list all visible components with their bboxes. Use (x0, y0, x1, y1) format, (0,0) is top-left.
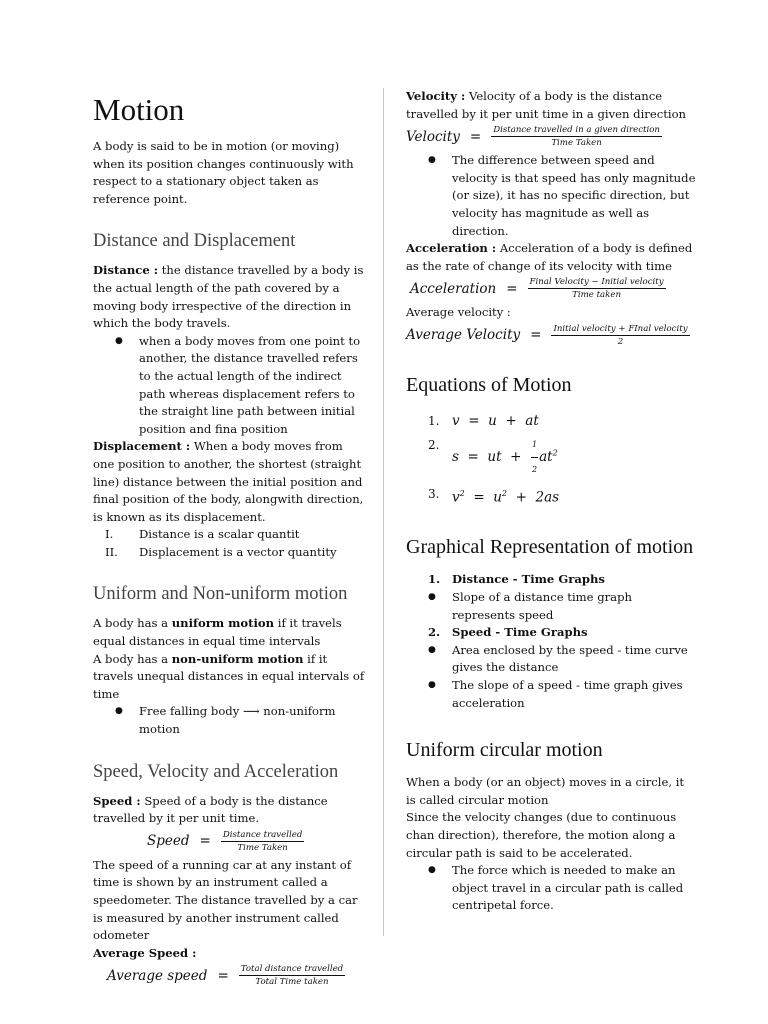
list-item: 1. Distance - Time Graphs (428, 572, 605, 587)
intro-paragraph: A body is said to be in motion (or moving) when its position changes continuously with respect to a stationary object taken as reference point. (93, 139, 354, 206)
average-velocity-label: Average velocity : (406, 305, 511, 320)
heading-uniform-motion: Uniform and Non-uniform motion (93, 584, 348, 605)
distance-definition: Distance : the distance travelled by a body is the actual length of the path covered by a moving body irrespective of the direction in which the body travels. (93, 263, 364, 331)
equation-1: 1. v = u + at (428, 412, 539, 429)
list-item: ● The difference between speed and velocity is that speed has only magnitude (or size), it has no specific direction, but velocity has magnitude as well as direction. (406, 152, 696, 240)
velocity-formula: Velocity = $\frac{\text{Distance travelled in a given direction}}{\text{Time Taken}}$ (406, 125, 660, 149)
list-item: ● Area enclosed by the speed - time curve gives the distance (406, 642, 696, 677)
heading-equations-of-motion: Equations of Motion (406, 373, 572, 396)
list-item: ● The slope of a speed - time graph gives acceleration (406, 677, 696, 712)
acceleration-formula: Acceleration = $\frac{\text{Final Velocity − Initial velocity}}{\text{Time taken}}$ (410, 277, 664, 301)
speed-formula: Speed = $\frac{\text{Distance travelled}}{\text{Time Taken}}$ (147, 829, 303, 853)
average-velocity-formula: Average Velocity = $\frac{\text{Initial velocity + FInal velocity}}{2}$ (406, 323, 688, 347)
heading-distance-displacement: Distance and Displacement (93, 231, 296, 252)
nonuniform-motion-text: A body has a non-uniform motion if it travels unequal distances in equal intervals of time (93, 651, 365, 701)
uniform-motion-text: A body has a uniform motion if it travels equal distances in equal time intervals (93, 616, 342, 649)
equation-3: 3. $v^2 = u^2 + 2as$ (428, 486, 560, 506)
displacement-definition: Displacement : When a body moves from one position to another, the shortest (straight line) distance between the initial position and final position of the body, alongwith direction, is known as its displacement. (93, 439, 364, 524)
left-column (93, 86, 365, 991)
list-item: ● The force which is needed to make an object travel in a circular path is called centripetal force. (406, 862, 696, 915)
list-item: ● Free falling body ⟶ non-uniform motion (93, 703, 365, 738)
distance-bullets (93, 333, 365, 439)
scalar-vector-list (93, 526, 365, 561)
circular-motion-text-1: When a body (or an object) moves in a circle, it is called circular motion (406, 775, 685, 807)
graph-list-2 (406, 624, 696, 642)
graph-bullets-2 (406, 642, 696, 712)
column-divider (383, 88, 384, 936)
heading-uniform-circular-motion: Uniform circular motion (406, 739, 603, 762)
circular-bullets (406, 862, 696, 915)
speedometer-text: The speed of a running car at any instant of time is shown by an instrument called a speedometer. The distance travelled by a car is measured by another instrument called odometer (93, 857, 358, 943)
heading-speed-velocity-acceleration: Speed, Velocity and Acceleration (93, 761, 339, 782)
right-column (406, 88, 696, 915)
heading-graphical-representation: Graphical Representation of motion (406, 536, 694, 559)
graph-list (406, 571, 696, 589)
graph-bullets-1 (406, 589, 696, 624)
acceleration-definition: Acceleration : Acceleration of a body is defined as the rate of change of its velocity with time (406, 241, 693, 273)
velocity-definition: Velocity : Velocity of a body is the distance travelled by it per unit time in a given direction (406, 89, 687, 121)
velocity-bullets (406, 152, 696, 240)
average-speed-formula: Average speed = $\frac{\text{Total distance travelled}}{\text{Total Time taken}}$ (107, 964, 344, 988)
equations-list (406, 409, 696, 510)
speed-definition: Speed : Speed of a body is the distance travelled by it per unit time. (93, 793, 328, 826)
circular-motion-text-2: Since the velocity changes (due to continuous chan direction), therefore, the motion along a circular path is said to be accelerated. (406, 810, 677, 860)
list-item: I. Distance is a scalar quantit (105, 527, 300, 542)
page-title: Motion (93, 92, 185, 127)
free-fall-bullets (93, 703, 365, 738)
list-item: ● Slope of a distance time graph represents speed (406, 589, 696, 624)
equation-2: 2. s = ut + $\frac{1}{2}$ $at^2$ (406, 433, 696, 482)
list-item: ● when a body moves from one point to another, the distance travelled refers to the actual length of the indirect path whereas displacement refers to the straight line path between initial position and fina position (93, 333, 365, 439)
average-speed-label: Average Speed : (93, 945, 197, 960)
list-item: II. Displacement is a vector quantity (105, 544, 337, 559)
list-item: 2. Speed - Time Graphs (428, 625, 588, 640)
